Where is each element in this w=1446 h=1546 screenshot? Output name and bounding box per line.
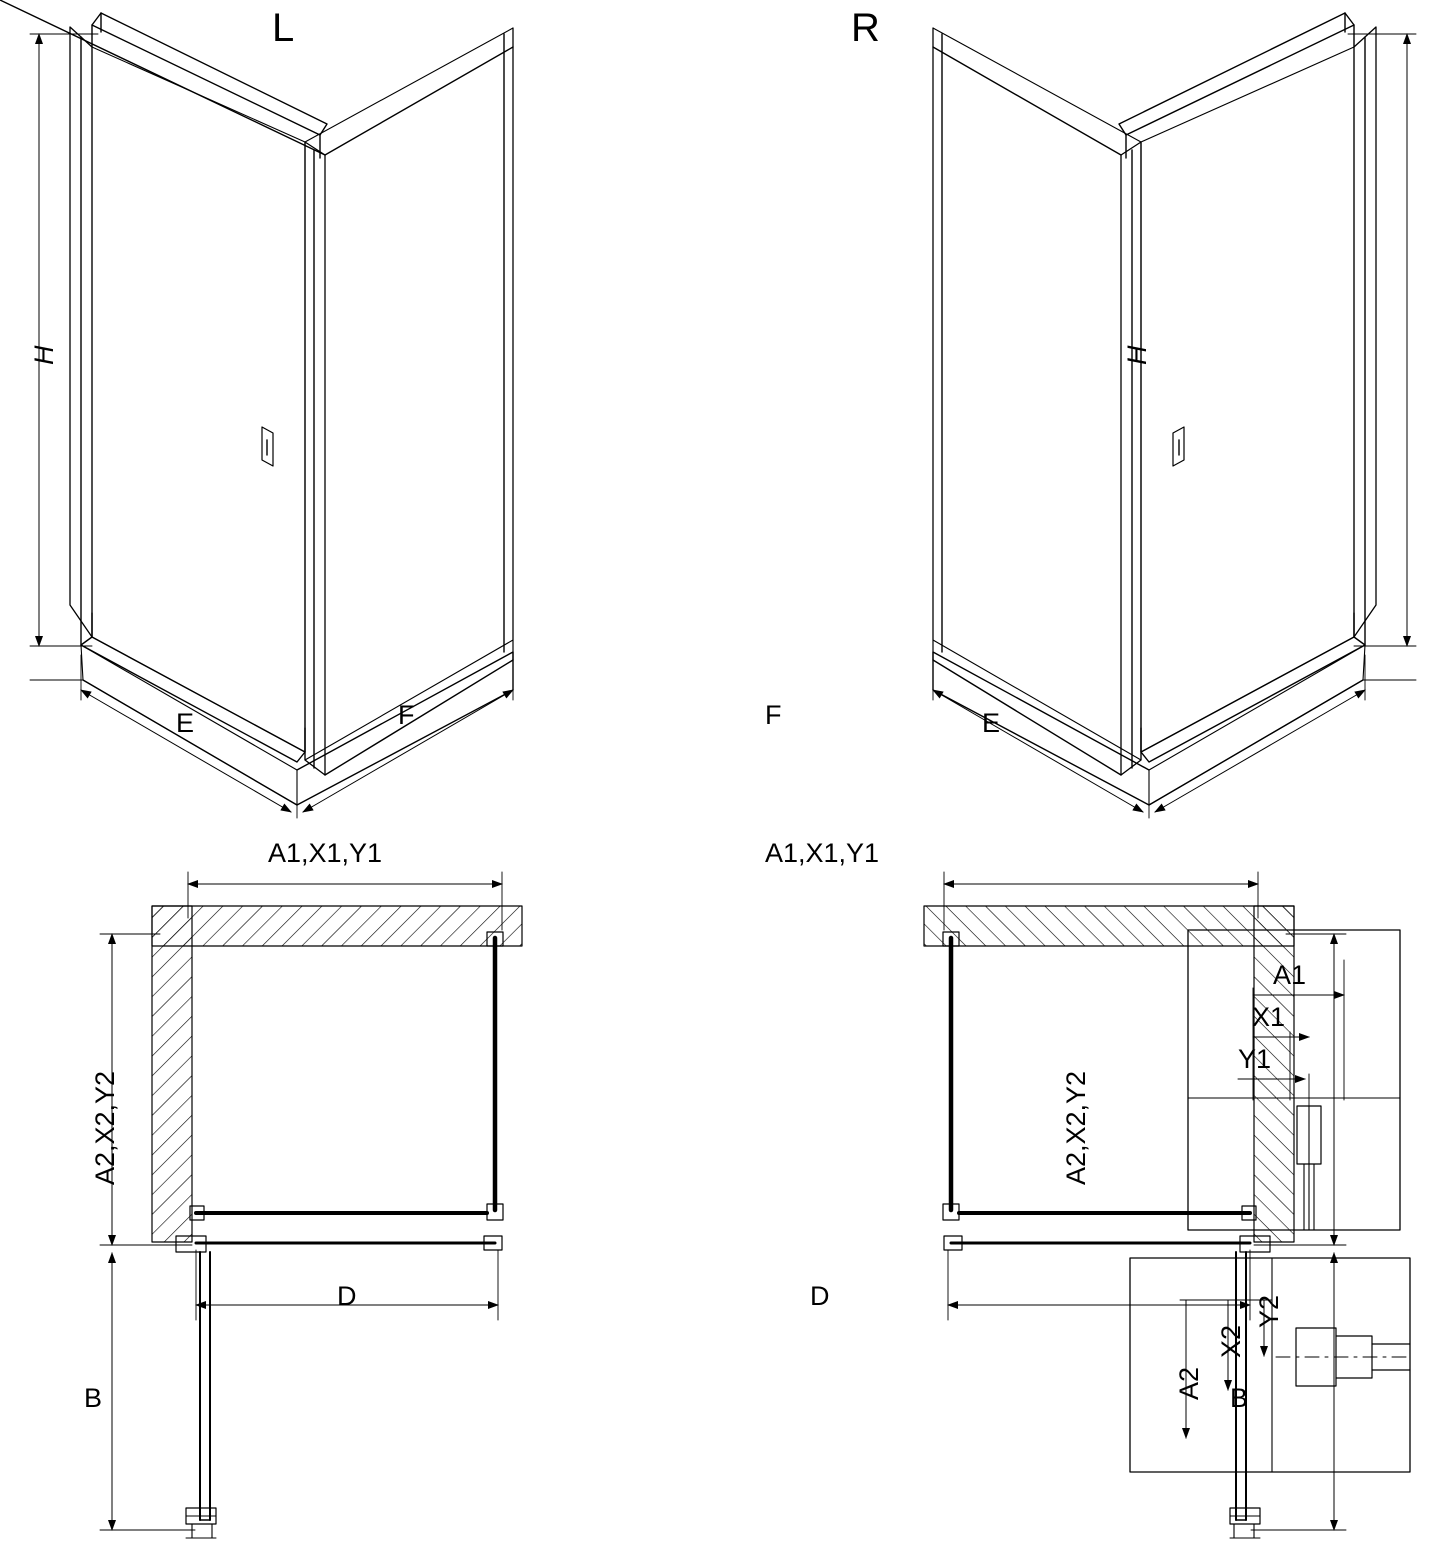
- plan-right-door-dimension: B: [1230, 1383, 1249, 1413]
- detail-top-dimension-a1: A1: [1273, 960, 1307, 990]
- iso-right-label-e: E: [982, 708, 1001, 738]
- detail-bottom-dimension-y2: Y2: [1254, 1294, 1284, 1328]
- iso-left-label-f: F: [398, 700, 415, 730]
- plan-left-side-dimension: A2,X2,Y2: [90, 1070, 120, 1185]
- plan-left-top-dimension: A1,X1,Y1: [268, 838, 383, 868]
- iso-left-height-label: H: [29, 345, 59, 365]
- detail-bottom-dimension-a2: A2: [1174, 1366, 1204, 1400]
- plan-left-door-dimension: B: [84, 1383, 103, 1413]
- view-title-left: L: [272, 6, 295, 50]
- detail-top-dimension-x1: X1: [1252, 1002, 1286, 1032]
- detail-top-dimension-y1: Y1: [1238, 1044, 1272, 1074]
- detail-bottom-dimension-x2: X2: [1216, 1324, 1246, 1358]
- plan-left-inner-dimension: D: [337, 1281, 357, 1311]
- plan-right-top-dimension: A1,X1,Y1: [765, 838, 880, 868]
- iso-right-height-label: H: [1122, 345, 1152, 365]
- plan-right-inner-dimension: D: [810, 1281, 830, 1311]
- plan-right-side-dimension: A2,X2,Y2: [1061, 1070, 1091, 1185]
- view-title-right: R: [851, 6, 880, 50]
- iso-right-label-f: F: [765, 700, 782, 730]
- iso-left-label-e: E: [176, 708, 195, 738]
